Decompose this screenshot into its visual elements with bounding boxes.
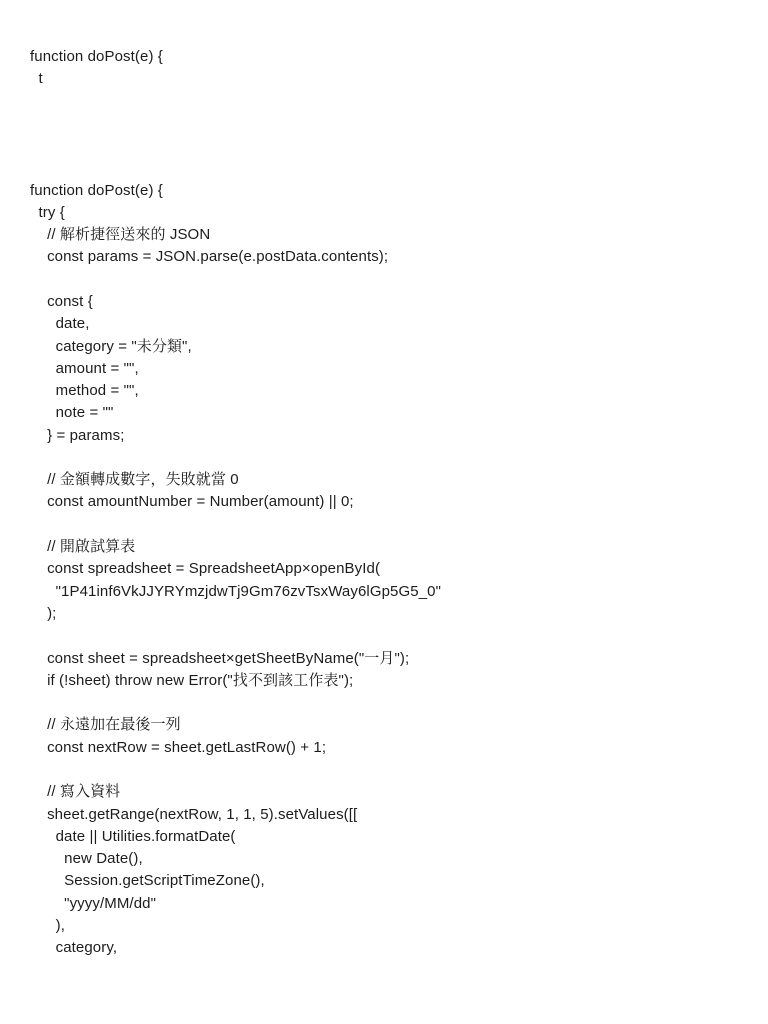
code-comment: // 金額轉成數字，失敗就當 0 [30, 471, 239, 488]
code-line: date, [30, 315, 90, 332]
code-line: const spreadsheet = SpreadsheetApp×openById( [30, 560, 381, 577]
code-line: "1P41inf6VkJJYRYmzjdwTj9Gm76zvTsxWay6lGp5G5_0" [30, 583, 441, 600]
code-line: sheet.getRange(nextRow, 1, 1, 5).setValues([[ [30, 806, 358, 823]
code-line: const sheet = spreadsheet×getSheetByName("一月"); [30, 650, 410, 667]
code-line: function doPost(e) { [30, 182, 163, 199]
code-line: const { [30, 293, 93, 310]
code-line: ); [30, 605, 57, 622]
code-comment: // 寫入資料 [30, 783, 121, 800]
code-line: const nextRow = sheet.getLastRow() + 1; [30, 739, 327, 756]
code-line: } = params; [30, 427, 125, 444]
code-line: t [30, 70, 43, 87]
code-line: new Date(), [30, 850, 143, 867]
code-line: const params = JSON.parse(e.postData.contents); [30, 248, 389, 265]
code-line: "yyyy/MM/dd" [30, 895, 156, 912]
code-line: if (!sheet) throw new Error("找不到該工作表"); [30, 672, 354, 689]
code-line: amount = "", [30, 360, 139, 377]
code-comment: // 永遠加在最後一列 [30, 716, 181, 733]
code-line: function doPost(e) { [30, 48, 163, 65]
code-line: const amountNumber = Number(amount) || 0; [30, 493, 354, 510]
code-line: note = "" [30, 404, 114, 421]
code-line: category = "未分類", [30, 338, 192, 355]
code-comment: // 開啟試算表 [30, 538, 136, 555]
code-line: category, [30, 939, 118, 956]
code-line: date || Utilities.formatDate( [30, 828, 236, 845]
code-comment: // 解析捷徑送來的 JSON [30, 226, 211, 243]
code-line: Session.getScriptTimeZone(), [30, 872, 265, 889]
code-line: try { [30, 204, 65, 221]
code-line: ), [30, 917, 65, 934]
code-line: method = "", [30, 382, 139, 399]
